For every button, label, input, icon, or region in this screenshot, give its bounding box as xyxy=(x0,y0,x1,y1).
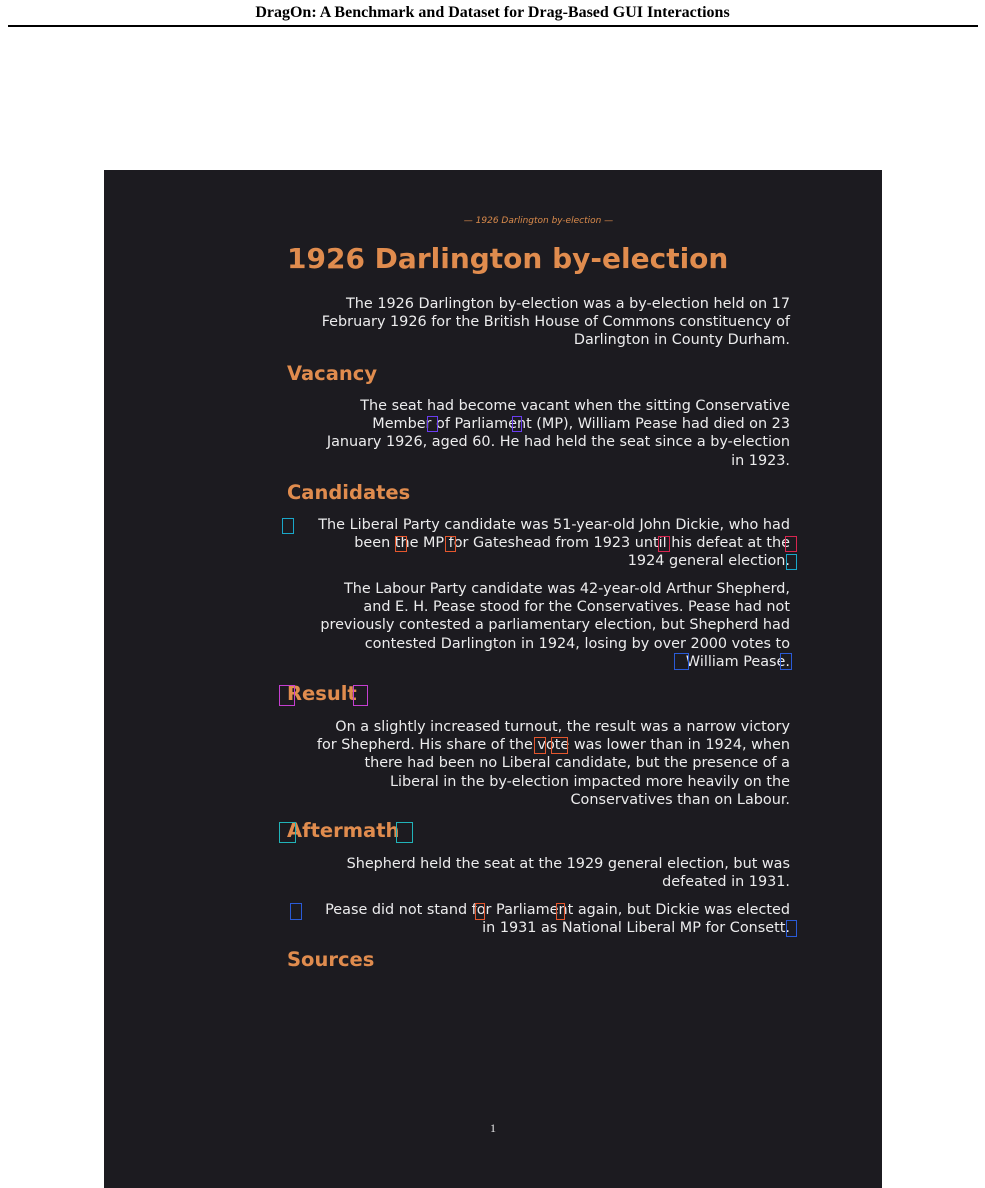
intro-paragraph[interactable] xyxy=(287,295,790,350)
text-line[interactable]: On a slightly increased turnout, the result was a narrow victory xyxy=(335,719,790,735)
running-title: — 1926 Darlington by-election — xyxy=(463,216,614,226)
text-line[interactable]: there had been no Liberal candidate, but the presence of a xyxy=(364,755,790,772)
drag-marker-purple-start[interactable] xyxy=(427,416,438,432)
document-title: 1926 Darlington by-election xyxy=(287,242,729,275)
drag-marker-crimson-start[interactable] xyxy=(658,536,670,552)
paper-header: DragOn: A Benchmark and Dataset for Drag-Based GUI Interactions xyxy=(255,4,730,21)
drag-marker-coral-start[interactable] xyxy=(475,903,485,920)
page-number: 1 xyxy=(490,1121,496,1135)
text-line[interactable]: Pease did not stand for Parliament again, but Dickie was elected xyxy=(325,902,790,918)
drag-marker-navy-end[interactable] xyxy=(786,920,797,937)
heading-aftermath[interactable]: Aftermath xyxy=(287,819,400,842)
text-line[interactable]: previously contested a parliamentary election, but Shepherd had xyxy=(320,617,790,634)
text-line[interactable]: Darlington in County Durham. xyxy=(573,332,790,349)
heading-result[interactable]: Result xyxy=(287,682,357,705)
heading-sources[interactable]: Sources xyxy=(287,948,375,971)
aftermath-paragraph-1[interactable] xyxy=(287,855,790,891)
drag-marker-navy-start[interactable] xyxy=(290,903,302,920)
text-line[interactable]: for Shepherd. His share of the vote was lower than in 1924, when xyxy=(316,737,790,754)
text-line[interactable]: and E. H. Pease stood for the Conservatives. Pease had not xyxy=(363,599,790,616)
document-screenshot xyxy=(104,170,882,1188)
candidates-paragraph-2[interactable] xyxy=(287,580,790,671)
text-line[interactable]: Conservatives than on Labour. xyxy=(570,791,790,808)
drag-marker-red-end[interactable] xyxy=(551,737,568,754)
drag-marker-blue-start[interactable] xyxy=(674,653,689,670)
text-line[interactable]: Shepherd held the seat at the 1929 general election, but was xyxy=(346,856,790,872)
drag-marker-crimson-end[interactable] xyxy=(785,536,797,552)
text-line[interactable]: defeated in 1931. xyxy=(662,874,790,891)
drag-marker-cyan-start[interactable] xyxy=(282,518,294,534)
text-line[interactable]: February 1926 for the British House of Commons constituency of xyxy=(321,314,790,331)
vacancy-paragraph[interactable] xyxy=(287,397,790,470)
drag-marker-blue-end[interactable] xyxy=(780,653,792,670)
heading-vacancy[interactable]: Vacancy xyxy=(287,362,378,385)
text-line[interactable]: January 1926, aged 60. He had held the seat since a by-election xyxy=(326,434,790,451)
aftermath-paragraph-2[interactable] xyxy=(287,901,790,937)
drag-marker-teal-start[interactable] xyxy=(279,822,296,843)
heading-candidates[interactable]: Candidates xyxy=(287,481,411,504)
text-line[interactable]: William Pease. xyxy=(685,653,790,670)
drag-marker-purple-end[interactable] xyxy=(512,416,522,432)
text-line[interactable]: Liberal in the by-election impacted more heavily on the xyxy=(390,773,790,790)
text-line[interactable]: contested Darlington in 1924, losing by over 2000 votes to xyxy=(364,635,790,652)
text-line[interactable]: The Labour Party candidate was 42-year-old Arthur Shepherd, xyxy=(343,581,790,597)
header-rule xyxy=(8,25,978,27)
drag-marker-orange-end[interactable] xyxy=(445,536,456,552)
drag-marker-magenta-end[interactable] xyxy=(353,685,368,706)
text-line[interactable]: The seat had become vacant when the sitting Conservative xyxy=(360,398,790,414)
drag-marker-teal-end[interactable] xyxy=(396,822,413,843)
drag-marker-magenta-start[interactable] xyxy=(279,685,295,706)
text-line[interactable]: 1924 general election. xyxy=(627,553,790,570)
text-line[interactable]: been the MP for Gateshead from 1923 until his defeat at the xyxy=(354,535,790,552)
drag-marker-cyan-end[interactable] xyxy=(786,554,797,570)
result-paragraph[interactable] xyxy=(287,718,790,809)
text-line[interactable]: in 1931 as National Liberal MP for Consett. xyxy=(482,920,790,937)
text-line[interactable]: The Liberal Party candidate was 51-year-old John Dickie, who had xyxy=(318,517,790,533)
text-line[interactable]: in 1923. xyxy=(731,452,790,469)
text-line[interactable]: The 1926 Darlington by-election was a by-election held on 17 xyxy=(346,296,790,312)
drag-marker-orange-start[interactable] xyxy=(395,536,407,552)
drag-marker-red-start[interactable] xyxy=(534,737,546,754)
candidates-paragraph-1[interactable] xyxy=(287,516,790,571)
text-line[interactable]: Member of Parliament (MP), William Pease had died on 23 xyxy=(372,416,790,433)
drag-marker-coral-end[interactable] xyxy=(556,903,565,920)
